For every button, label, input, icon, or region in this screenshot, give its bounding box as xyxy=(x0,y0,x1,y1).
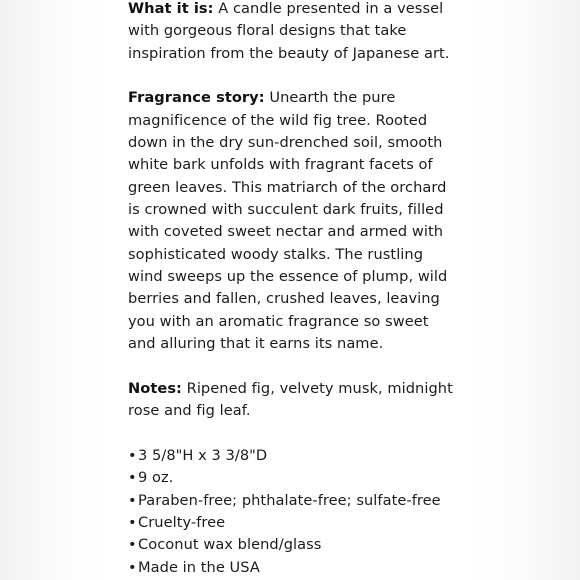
details-list xyxy=(128,445,460,579)
fragrance-story-paragraph xyxy=(128,87,460,355)
notes-label: Notes: xyxy=(128,379,182,397)
what-it-is-text: A candle presented in a vessel with gorgeous floral designs that take inspiration from the beauty of Japanese art. xyxy=(128,0,450,62)
bullet-icon: • xyxy=(128,536,137,554)
detail-ingredients-free: Paraben-free; phthalate-free; sulfate-free xyxy=(138,491,441,509)
detail-dimensions: 3 5/8"H x 3 3/8"D xyxy=(138,446,268,464)
detail-weight: 9 oz. xyxy=(138,469,174,487)
details-list-item xyxy=(128,557,460,579)
details-list-item xyxy=(128,445,460,467)
notes-text: Ripened fig, velvety musk, midnight rose and fig leaf. xyxy=(128,379,453,420)
details-list-item xyxy=(128,534,460,556)
what-it-is-paragraph xyxy=(128,0,460,65)
detail-origin: Made in the USA xyxy=(138,558,260,576)
product-description xyxy=(128,0,460,579)
details-list-item xyxy=(128,512,460,534)
fragrance-story-label: Fragrance story: xyxy=(128,89,265,107)
detail-materials: Coconut wax blend/glass xyxy=(138,536,322,554)
details-list-item xyxy=(128,490,460,512)
bullet-icon: • xyxy=(128,469,137,487)
detail-cruelty-free: Cruelty-free xyxy=(138,513,226,531)
fragrance-story-text: Unearth the pure magnificence of the wild fig tree. Rooted down in the dry sun-drenched soil, smooth white bark unfolds with fragrant facets of green leaves. This matriarch of the orchard is crowned with succulent dark fruits, filled with coveted sweet nectar and armed with sophisticated woody stalks. The rustling wind sweeps up the essence of plump, wild berries and fallen, crushed leaves, leaving you with an aromatic fragrance so sweet and alluring that it earns its name. xyxy=(128,89,448,353)
notes-paragraph xyxy=(128,378,460,423)
bullet-icon: • xyxy=(128,491,137,509)
bullet-icon: • xyxy=(128,513,137,531)
what-it-is-label: What it is: xyxy=(128,0,214,17)
details-list-item xyxy=(128,467,460,489)
bullet-icon: • xyxy=(128,558,137,576)
bullet-icon: • xyxy=(128,446,137,464)
